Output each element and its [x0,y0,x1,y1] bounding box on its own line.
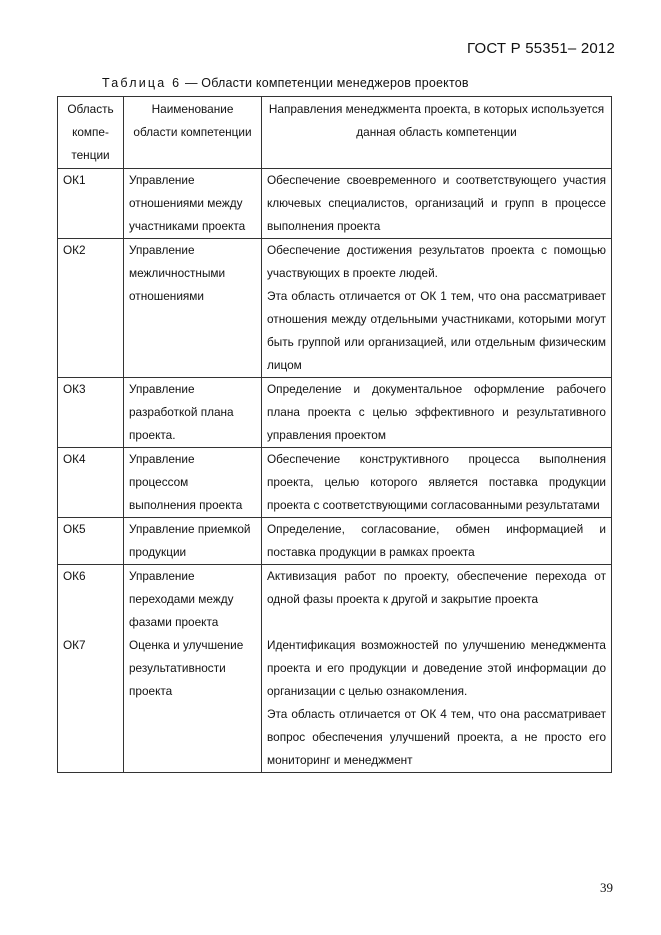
competence-directions [262,378,612,448]
page-number: 39 [600,880,613,895]
directions-paragraph: Идентификация возможностей по улучшению менеджмента проекта и его продукции и доведение этой информации до организации с целью ознакомления. [267,638,606,698]
table-row [58,239,612,378]
table-caption-title: — Области компетенции менеджеров проектов [184,76,469,90]
competence-code: ОК1 [58,169,124,239]
column-header-directions: Направления менеджмента проекта, в которых используется данная область компетенции [262,97,612,169]
competence-code: ОК6 [58,565,124,635]
competence-name: Управление процессом выполнения проекта [124,448,262,518]
competence-name: Управление разработкой плана проекта. [124,378,262,448]
competence-name: Управление переходами между фазами проекта [124,565,262,635]
table-row [58,518,612,565]
competence-directions [262,169,612,239]
competence-directions [262,634,612,773]
competence-directions [262,448,612,518]
column-header-code: Область компе- тенции [58,97,124,169]
table-row [58,448,612,518]
table-caption-label: Таблица 6 [102,76,182,90]
competence-name: Управление отношениями между участниками проекта [124,169,262,239]
competence-directions [262,565,612,635]
competence-code: ОК4 [58,448,124,518]
directions-paragraph: Активизация работ по проекту, обеспечение перехода от одной фазы проекта к другой и закрытие проекта [267,569,606,606]
table-row [58,634,612,773]
table-row [58,169,612,239]
competence-code: ОК5 [58,518,124,565]
competence-name: Оценка и улучшение результативности проекта [124,634,262,773]
competence-code: ОК7 [58,634,124,773]
table-header-row [58,97,612,169]
directions-paragraph: Эта область отличается от ОК 1 тем, что она рассматривает отношения между отдельными участниками, которыми могут быть группой или организацией, или отдельным физическим лицом [267,289,606,372]
table-row [58,565,612,635]
competence-areas-table [57,96,612,773]
competence-directions [262,239,612,378]
directions-paragraph: Обеспечение достижения результатов проекта с помощью участвующих в проекте людей. [267,243,606,280]
column-header-name: Наименование области компетенции [124,97,262,169]
competence-name: Управление межличностными отношениями [124,239,262,378]
competence-name: Управление приемкой продукции [124,518,262,565]
table-row [58,378,612,448]
directions-paragraph: Определение и документальное оформление рабочего плана проекта с целью эффективного и результативного управления проектом [267,382,606,442]
competence-code: ОК2 [58,239,124,378]
directions-paragraph: Обеспечение своевременного и соответствующего участия ключевых специалистов, организаций и групп в процессе выполнения проекта [267,173,606,233]
table-caption [102,76,469,90]
directions-paragraph: Эта область отличается от ОК 4 тем, что она рассматривает вопрос обеспечения улучшений проекта, а не просто его мониторинг и менеджмент [267,707,606,767]
competence-code: ОК3 [58,378,124,448]
standard-designation: ГОСТ Р 55351– 2012 [467,40,615,57]
directions-paragraph: Обеспечение конструктивного процесса выполнения проекта, целью которого является поставка продукции проекта с соответствующими согласованными результатами [267,452,606,512]
competence-directions [262,518,612,565]
directions-paragraph: Определение, согласование, обмен информацией и поставка продукции в рамках проекта [267,522,606,559]
